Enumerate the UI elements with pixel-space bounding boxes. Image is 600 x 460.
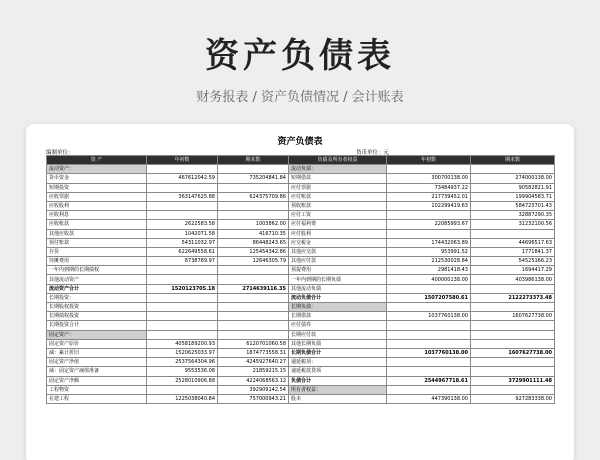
table-cell-a2	[218, 183, 289, 192]
table-cell-a1: 8738789.97	[147, 257, 218, 266]
table-cell-a1: 9553536.08	[147, 367, 218, 376]
table-cell-l1	[387, 367, 471, 376]
table-cell-a: 固定资产原价	[47, 339, 147, 348]
table-cell-a1: 363147625.88	[147, 192, 218, 201]
table-cell-l1: 1037760138.00	[387, 348, 471, 357]
table-cell-a2	[218, 275, 289, 284]
table-row	[47, 201, 555, 210]
header-liabilities-end: 期末数	[471, 156, 555, 165]
table-cell-a2: 6120701060.58	[218, 339, 289, 348]
table-cell-l1	[387, 303, 471, 312]
table-cell-l1: 1507207580.61	[387, 293, 471, 302]
table-cell-l2	[471, 339, 555, 348]
table-cell-a: 长期投资：	[47, 293, 147, 302]
table-cell-a: 工程物资	[47, 385, 147, 394]
table-cell-a2: 4245927640.27	[218, 358, 289, 367]
table-cell-l1: 953991.52	[387, 247, 471, 256]
table-cell-l: 其他应交款	[289, 247, 387, 256]
table-body	[47, 165, 555, 404]
table-cell-a1: 1042071.58	[147, 229, 218, 238]
table-row	[47, 394, 555, 403]
balance-sheet-card	[26, 124, 574, 460]
table-cell-a2	[218, 293, 289, 302]
table-cell-a2: 2714639116.35	[218, 284, 289, 293]
table-cell-a2	[218, 303, 289, 312]
table-cell-a1	[147, 293, 218, 302]
table-cell-l2: 403986138.00	[471, 275, 555, 284]
table-cell-l: 应付债券	[289, 321, 387, 330]
table-cell-l: 预收账款	[289, 201, 387, 210]
table-cell-a1	[147, 385, 218, 394]
table-cell-a: 减：固定资产减值准备	[47, 367, 147, 376]
table-cell-a1	[147, 330, 218, 339]
table-cell-l1: 73484937.22	[387, 183, 471, 192]
table-cell-l: 递延税款贷项	[289, 367, 387, 376]
table-cell-a: 应收股利	[47, 201, 147, 210]
table-row	[47, 266, 555, 275]
table-cell-a: 固定资产：	[47, 330, 147, 339]
table-cell-a: 应收利息	[47, 211, 147, 220]
table-row	[47, 385, 555, 394]
table-cell-a: 流动资产合计	[47, 284, 147, 293]
table-cell-l2: 31232100.56	[471, 220, 555, 229]
table-cell-l2: 1694417.29	[471, 266, 555, 275]
table-cell-a1: 622649558.61	[147, 247, 218, 256]
table-cell-l2: 274000138.00	[471, 174, 555, 183]
table-cell-a: 长期债权投资	[47, 312, 147, 321]
table-row	[47, 321, 555, 330]
table-cell-l2: 44696517.63	[471, 238, 555, 247]
table-cell-l2: 90582821.91	[471, 183, 555, 192]
table-cell-a2: 125454342.86	[218, 247, 289, 256]
table-row	[47, 174, 555, 183]
table-cell-l2: 32887290.35	[471, 211, 555, 220]
table-cell-a2	[218, 266, 289, 275]
table-cell-a1	[147, 266, 218, 275]
table-cell-a2	[218, 312, 289, 321]
table-cell-a1	[147, 183, 218, 192]
table-row	[47, 303, 555, 312]
table-cell-a2: 86448243.65	[218, 238, 289, 247]
table-cell-l1: 447390138.00	[387, 394, 471, 403]
table-cell-a1	[147, 303, 218, 312]
table-cell-l1	[387, 211, 471, 220]
table-cell-l: 所有者权益：	[289, 385, 387, 394]
table-row	[47, 229, 555, 238]
table-cell-l2: 1607627738.00	[471, 312, 555, 321]
table-cell-a2: 392909142.54	[218, 385, 289, 394]
table-cell-l2: 1607627738.00	[471, 348, 555, 357]
page-title: 资产负债表	[205, 36, 395, 76]
table-cell-l: 长期借款	[289, 312, 387, 321]
table-cell-a1: 1520625033.97	[147, 348, 218, 357]
table-cell-a2	[218, 321, 289, 330]
table-row	[47, 376, 555, 385]
table-cell-l: 其他长期负债	[289, 339, 387, 348]
table-cell-l1: 102299419.63	[387, 201, 471, 210]
table-row	[47, 339, 555, 348]
table-cell-a: 应收账款	[47, 220, 147, 229]
table-row	[47, 192, 555, 201]
table-cell-l: 应付福利费	[289, 220, 387, 229]
table-cell-a1	[147, 275, 218, 284]
table-cell-l: 其他应付款	[289, 257, 387, 266]
table-cell-a: 减：累计折旧	[47, 348, 147, 357]
table-cell-a: 固定资产净值	[47, 358, 147, 367]
table-cell-l2: 584723701.43	[471, 201, 555, 210]
table-cell-l: 应付账款	[289, 192, 387, 201]
table-row	[47, 275, 555, 284]
table-cell-a: 长期股权投资	[47, 303, 147, 312]
table-cell-a1	[147, 165, 218, 174]
table-cell-a2	[218, 165, 289, 174]
table-cell-l: 股本	[289, 394, 387, 403]
table-cell-l1	[387, 339, 471, 348]
table-cell-a: 其他流动资产	[47, 275, 147, 284]
table-cell-a1: 2622583.58	[147, 220, 218, 229]
table-row	[47, 284, 555, 293]
table-cell-a1	[147, 211, 218, 220]
table-cell-l: 负债合计	[289, 376, 387, 385]
table-cell-a2: 416710.35	[218, 229, 289, 238]
table-row	[47, 211, 555, 220]
table-cell-a1: 54311032.97	[147, 238, 218, 247]
table-cell-l2	[471, 358, 555, 367]
table-row	[47, 165, 555, 174]
table-cell-l2	[471, 165, 555, 174]
currency-unit-label: 货币单位：元	[356, 150, 390, 156]
table-cell-a1	[147, 321, 218, 330]
table-cell-a: 预付账款	[47, 238, 147, 247]
table-cell-a1: 467612042.59	[147, 174, 218, 183]
header-assets-end: 期末数	[218, 156, 289, 165]
table-cell-l1: 400000138.00	[387, 275, 471, 284]
table-cell-l: 预提费用	[289, 266, 387, 275]
table-cell-l2	[471, 321, 555, 330]
table-row	[47, 220, 555, 229]
table-cell-a1: 2528010906.88	[147, 376, 218, 385]
table-cell-a1: 1225038040.84	[147, 394, 218, 403]
table-cell-a: 在建工程	[47, 394, 147, 403]
table-cell-l: 应付票据	[289, 183, 387, 192]
table-cell-l1: 212530028.84	[387, 257, 471, 266]
table-cell-l: 流动负债：	[289, 165, 387, 174]
table-cell-l: 应交税金	[289, 238, 387, 247]
table-cell-l1: 2981418.43	[387, 266, 471, 275]
header-liabilities-begin: 年初数	[387, 156, 471, 165]
table-cell-l1	[387, 229, 471, 238]
table-row	[47, 367, 555, 376]
table-cell-l: 其他流动负债	[289, 284, 387, 293]
table-row	[47, 348, 555, 357]
table-cell-l: 递延税项：	[289, 358, 387, 367]
table-row	[47, 183, 555, 192]
table-cell-a: 其他应收款	[47, 229, 147, 238]
table-cell-a2: 1003862.00	[218, 220, 289, 229]
table-cell-a: 待摊费用	[47, 257, 147, 266]
table-header-row	[47, 156, 555, 165]
table-cell-l2: 1771841.37	[471, 247, 555, 256]
table-cell-a: 存货	[47, 247, 147, 256]
table-cell-l1: 2544967718.61	[387, 376, 471, 385]
table-cell-l: 应付工资	[289, 211, 387, 220]
table-cell-a: 流动资产：	[47, 165, 147, 174]
table-cell-a1	[147, 312, 218, 321]
table-cell-l1	[387, 321, 471, 330]
table-cell-l: 流动负债合计	[289, 293, 387, 302]
table-cell-l: 长期应付款	[289, 330, 387, 339]
table-cell-l1	[387, 284, 471, 293]
table-cell-l: 长期负债合计	[289, 348, 387, 357]
table-cell-a1: 1520123705.18	[147, 284, 218, 293]
table-cell-a2: 735204841.84	[218, 174, 289, 183]
table-cell-l1: 217739452.01	[387, 192, 471, 201]
table-cell-a: 短期投资	[47, 183, 147, 192]
header-liabilities: 负债及所有者权益	[289, 156, 387, 165]
table-cell-a: 一年内到期的长期债权	[47, 266, 147, 275]
page-subtitle: 财务报表 / 资产负债情况 / 会计账表	[196, 90, 404, 105]
table-cell-a: 固定资产净额	[47, 376, 147, 385]
header-assets-begin: 年初数	[147, 156, 218, 165]
table-cell-l2: 199904583.71	[471, 192, 555, 201]
table-cell-l2	[471, 303, 555, 312]
table-cell-l2	[471, 330, 555, 339]
table-cell-a2: 4224068563.12	[218, 376, 289, 385]
table-cell-l: 一年内到期的长期负债	[289, 275, 387, 284]
table-cell-l1: 22085993.67	[387, 220, 471, 229]
table-row	[47, 247, 555, 256]
table-cell-l2: 2122273373.48	[471, 293, 555, 302]
table-cell-l1: 300700138.00	[387, 174, 471, 183]
table-cell-l1: 174432063.89	[387, 238, 471, 247]
compiling-unit-label: 编制单位：	[46, 150, 74, 156]
table-cell-l2: 3729901111.48	[471, 376, 555, 385]
table-cell-a: 应收票据	[47, 192, 147, 201]
table-cell-l: 应付股利	[289, 229, 387, 238]
table-cell-a1	[147, 201, 218, 210]
table-cell-a2	[218, 211, 289, 220]
table-cell-a1: 2537564304.96	[147, 358, 218, 367]
table-row	[47, 257, 555, 266]
table-cell-l2	[471, 284, 555, 293]
table-cell-l1	[387, 358, 471, 367]
table-cell-a2: 21859215.15	[218, 367, 289, 376]
table-cell-l1: 1037760138.00	[387, 312, 471, 321]
table-row	[47, 312, 555, 321]
table-cell-a2: 757000943.21	[218, 394, 289, 403]
table-cell-l2	[471, 385, 555, 394]
table-cell-a1: 4058189200.93	[147, 339, 218, 348]
header-assets: 资 产	[47, 156, 147, 165]
sheet-title: 资产负债表	[277, 137, 323, 147]
table-cell-a2: 1874773558.31	[218, 348, 289, 357]
table-cell-a2: 12646305.79	[218, 257, 289, 266]
table-cell-l2: 54525166.23	[471, 257, 555, 266]
table-cell-l: 短期借款	[289, 174, 387, 183]
table-cell-a: 货币资金	[47, 174, 147, 183]
table-cell-l: 长期负债：	[289, 303, 387, 312]
table-cell-l1	[387, 330, 471, 339]
table-row	[47, 293, 555, 302]
table-row	[47, 358, 555, 367]
table-cell-l2: 927283338.00	[471, 394, 555, 403]
table-cell-a: 长期投资合计	[47, 321, 147, 330]
table-cell-l1	[387, 165, 471, 174]
table-cell-l2	[471, 229, 555, 238]
table-cell-a2	[218, 201, 289, 210]
table-cell-a2: 624375709.86	[218, 192, 289, 201]
table-cell-a2	[218, 330, 289, 339]
balance-sheet-table	[46, 155, 555, 404]
table-row	[47, 238, 555, 247]
table-row	[47, 330, 555, 339]
table-cell-l1	[387, 385, 471, 394]
table-cell-l2	[471, 367, 555, 376]
